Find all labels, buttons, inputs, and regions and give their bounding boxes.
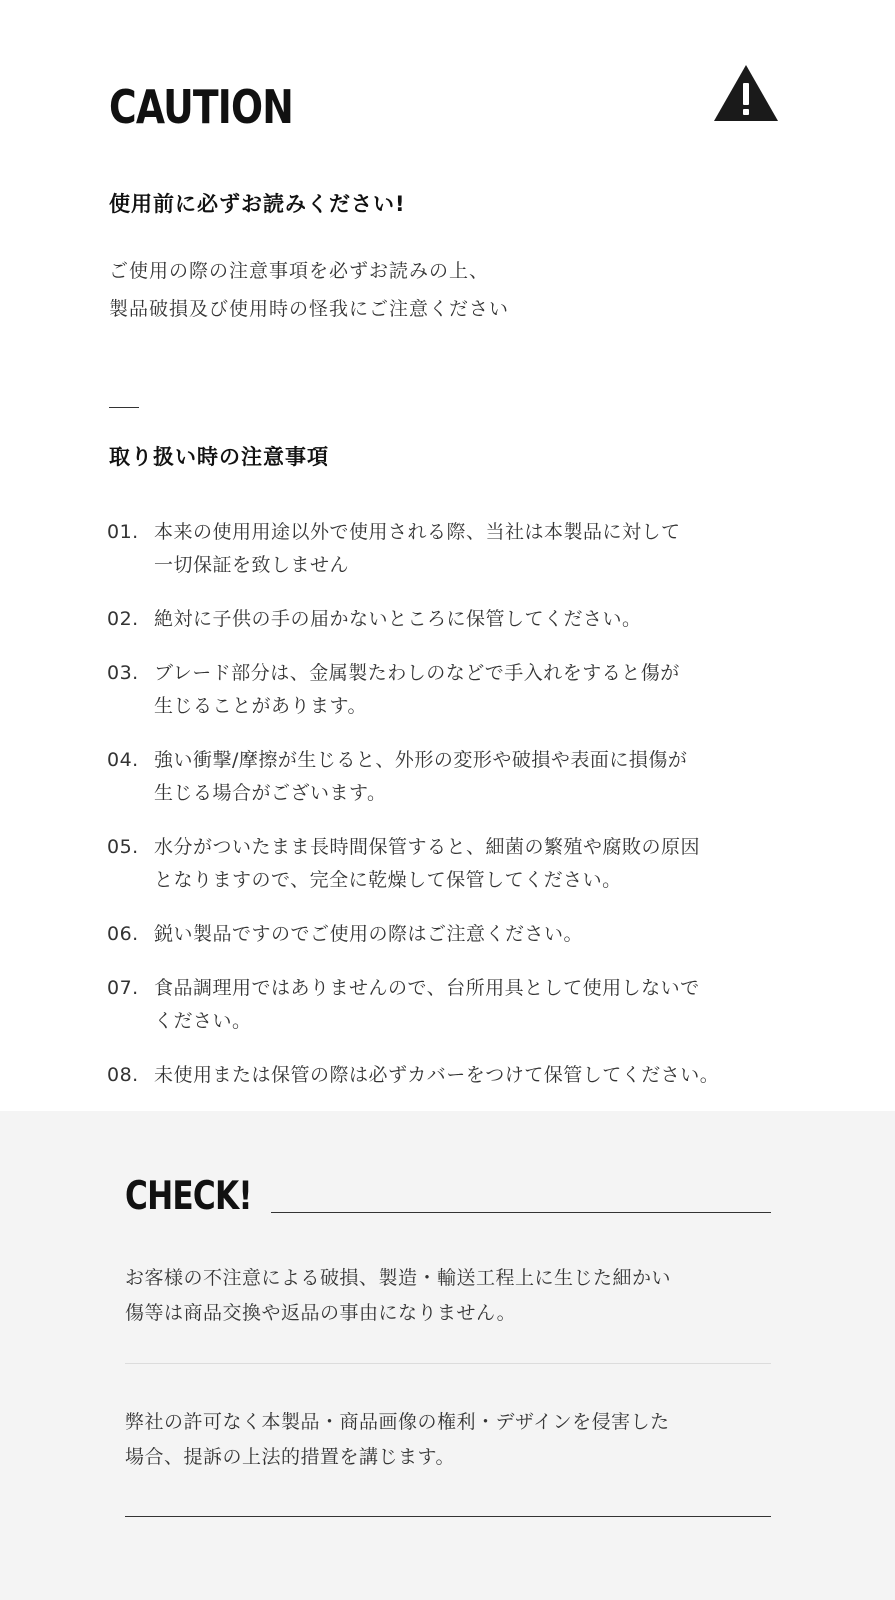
note-line: 一切保証を致しません — [154, 554, 350, 576]
note-line: 生じる場合がございます。 — [154, 782, 387, 804]
check-paragraph-rights — [125, 1405, 670, 1475]
list-item — [107, 657, 877, 723]
note-text — [154, 744, 687, 810]
note-text — [154, 603, 642, 636]
note-number: 08. — [107, 1064, 139, 1086]
note-number: 02. — [107, 608, 139, 630]
note-text — [154, 1059, 719, 1092]
note-line: 食品調理用ではありませんので、台所用具として使用しないで — [154, 977, 700, 999]
check-paragraph-damage — [125, 1261, 671, 1331]
intro-heading: 使用前に必ずお読みください! — [109, 192, 406, 216]
handling-heading: 取り扱い時の注意事項 — [109, 445, 329, 469]
note-text — [154, 972, 700, 1038]
note-line: 本来の使用用途以外で使用される際、当社は本製品に対して — [154, 521, 681, 543]
section-divider-dash — [109, 407, 139, 408]
note-number: 01. — [107, 521, 139, 543]
check-line-text: お客様の不注意による破損、製造・輸送工程上に生じた細かい — [125, 1267, 672, 1289]
warning-triangle-icon — [713, 64, 779, 122]
check-line-text: 弊社の許可なく本製品・商品画像の権利・デザインを侵害した — [125, 1411, 670, 1433]
list-item — [107, 831, 877, 897]
intro-line: ご使用の際の注意事項を必ずお読みの上、 — [109, 260, 490, 282]
list-item — [107, 516, 877, 582]
note-text — [154, 516, 681, 582]
note-line: 未使用または保管の際は必ずカバーをつけて保管してください。 — [154, 1064, 720, 1086]
note-line: 鋭い製品ですのでご使用の際はご注意ください。 — [154, 923, 584, 945]
list-item — [107, 744, 877, 810]
intro-text — [109, 252, 509, 328]
note-number: 04. — [107, 749, 139, 771]
note-number: 07. — [107, 977, 139, 999]
note-number: 05. — [107, 836, 139, 858]
note-text — [154, 657, 680, 723]
note-line: となりますので、完全に乾燥して保管してください。 — [154, 869, 622, 891]
caution-title: CAUTION — [109, 80, 294, 134]
list-item — [107, 918, 877, 951]
note-line: 水分がついたまま長時間保管すると、細菌の繁殖や腐敗の原因 — [154, 836, 701, 858]
check-section — [0, 1111, 895, 1600]
check-title-rule — [271, 1212, 771, 1213]
check-line-text: 場合、提訴の上法的措置を講じます。 — [125, 1446, 455, 1468]
list-item — [107, 972, 877, 1038]
note-number: 03. — [107, 662, 139, 684]
intro-line: 製品破損及び使用時の怪我にご注意ください — [109, 298, 510, 320]
note-line: 強い衝撃/摩擦が生じると、外形の変形や破損や表面に損傷が — [154, 749, 688, 771]
note-line: ブレード部分は、金属製たわしのなどで手入れをすると傷が — [154, 662, 680, 684]
note-line: ください。 — [154, 1010, 252, 1032]
note-text — [154, 918, 583, 951]
bottom-rule — [125, 1516, 771, 1517]
note-text — [154, 831, 700, 897]
check-line-text: 傷等は商品交換や返品の事由になりません。 — [125, 1302, 517, 1324]
note-line: 生じることがあります。 — [154, 695, 367, 717]
caution-notes-list — [107, 516, 877, 1113]
list-item — [107, 603, 877, 636]
check-title: CHECK! — [125, 1174, 252, 1219]
divider — [125, 1363, 771, 1364]
note-number: 06. — [107, 923, 139, 945]
note-line: 絶対に子供の手の届かないところに保管してください。 — [154, 608, 642, 630]
list-item — [107, 1059, 877, 1092]
